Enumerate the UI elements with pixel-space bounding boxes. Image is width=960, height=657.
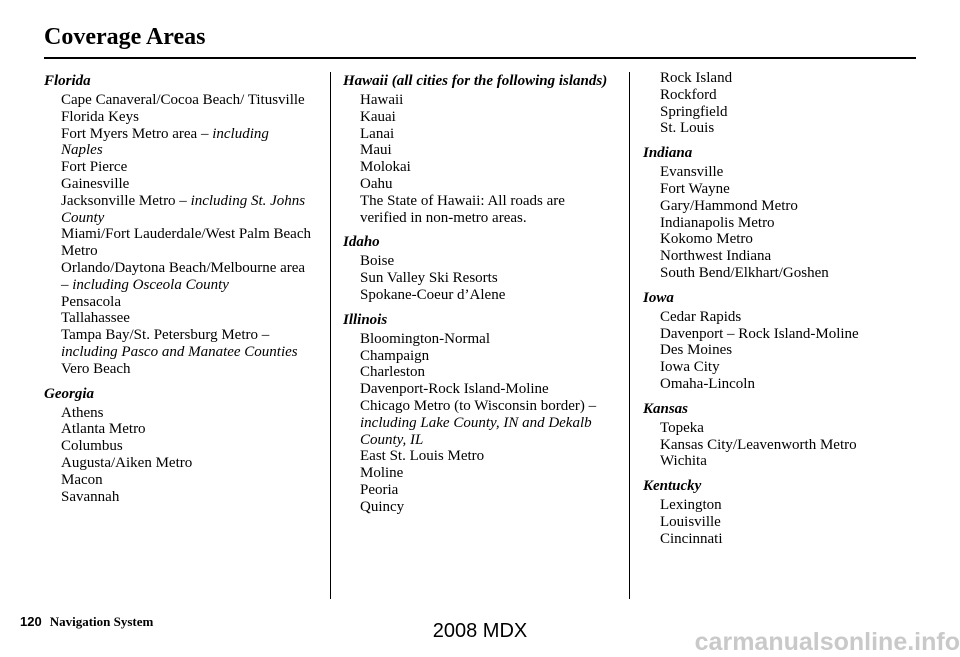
coverage-area-item <box>643 231 913 248</box>
coverage-area-name: South Bend/Elkhart/Goshen <box>660 264 829 281</box>
coverage-area-name: St. Louis <box>660 120 715 137</box>
column-3 <box>643 70 913 553</box>
coverage-area-name: Athens <box>61 404 104 421</box>
state-section <box>343 70 613 226</box>
coverage-area-item <box>643 198 913 215</box>
state-section <box>343 309 613 516</box>
coverage-area-item <box>643 70 913 87</box>
column-2 <box>343 70 613 521</box>
coverage-area-item <box>643 215 913 232</box>
coverage-area-item <box>343 176 613 193</box>
coverage-area-note: – including Lake County, IN and Dekalb County, IL <box>360 397 597 448</box>
state-section <box>44 383 314 506</box>
state-section <box>643 70 913 137</box>
coverage-area-item <box>643 309 913 326</box>
coverage-area-name: Evansville <box>660 164 724 181</box>
coverage-area-item <box>643 420 913 437</box>
coverage-area-item <box>44 361 314 378</box>
state-section <box>643 287 913 393</box>
coverage-area-name: Des Moines <box>660 342 733 359</box>
model-label: 2008 MDX <box>432 620 528 642</box>
coverage-area-item <box>643 342 913 359</box>
column-divider <box>330 72 331 599</box>
coverage-area-item <box>44 92 314 109</box>
state-heading: Iowa <box>643 289 674 306</box>
coverage-area-item <box>343 270 613 287</box>
coverage-list <box>643 164 913 282</box>
coverage-list <box>343 253 613 303</box>
coverage-area-item <box>343 193 613 227</box>
coverage-area-item <box>44 489 314 506</box>
coverage-area-name: Davenport – Rock Island-Moline <box>660 325 859 342</box>
coverage-area-item <box>343 287 613 304</box>
coverage-area-name: Molokai <box>360 159 411 176</box>
coverage-area-item <box>44 260 314 294</box>
coverage-area-item <box>643 120 913 137</box>
coverage-area-name: Omaha-Lincoln <box>660 375 755 392</box>
coverage-area-name: Wichita <box>660 453 707 470</box>
coverage-area-item <box>44 126 314 160</box>
state-heading: Hawaii (all cities for the following islands) <box>343 73 608 89</box>
state-section <box>343 231 613 303</box>
coverage-area-name: Chicago Metro (to Wisconsin border) <box>360 397 589 414</box>
coverage-area-name: Springfield <box>660 103 728 120</box>
state-section <box>643 142 913 282</box>
coverage-area-item <box>643 497 913 514</box>
coverage-area-name: Indianapolis Metro <box>660 214 775 231</box>
coverage-area-item <box>44 438 314 455</box>
coverage-area-item <box>343 499 613 516</box>
coverage-area-name: Savannah <box>61 488 120 505</box>
coverage-area-item <box>44 193 314 227</box>
state-heading: Idaho <box>343 234 380 251</box>
coverage-area-name: Jacksonville Metro – <box>61 192 191 209</box>
coverage-area-name: Boise <box>360 253 395 270</box>
state-heading: Illinois <box>343 311 388 328</box>
coverage-area-item <box>643 531 913 548</box>
state-section <box>44 70 314 378</box>
coverage-area-item <box>343 253 613 270</box>
coverage-area-item <box>643 453 913 470</box>
state-heading: Indiana <box>643 145 693 162</box>
page-title: Coverage Areas <box>44 24 206 50</box>
coverage-area-name: Florida Keys <box>61 108 139 125</box>
coverage-area-name: Rock Island <box>660 70 733 86</box>
coverage-area-name: Tampa Bay/St. Petersburg Metro – <box>61 327 270 344</box>
state-heading: Georgia <box>44 385 94 402</box>
coverage-area-name: East St. Louis Metro <box>360 448 485 465</box>
coverage-area-name: Hawaii <box>360 92 404 108</box>
coverage-area-item <box>44 176 314 193</box>
coverage-area-name: Davenport-Rock Island-Moline <box>360 381 549 398</box>
coverage-area-note: including Osceola County <box>72 276 229 293</box>
coverage-area-name: Kansas City/Leavenworth Metro <box>660 436 857 453</box>
coverage-area-item <box>343 109 613 126</box>
coverage-area-item <box>44 294 314 311</box>
coverage-area-item <box>343 482 613 499</box>
coverage-area-name: Gainesville <box>61 175 130 192</box>
coverage-area-item <box>643 265 913 282</box>
coverage-area-name: Columbus <box>61 438 123 455</box>
coverage-area-item <box>343 159 613 176</box>
coverage-list <box>343 92 613 226</box>
page-number: 120 <box>20 614 42 629</box>
coverage-area-item <box>44 310 314 327</box>
coverage-area-name: Charleston <box>360 364 425 381</box>
coverage-area-item <box>643 181 913 198</box>
coverage-area-item <box>44 455 314 472</box>
coverage-area-note: including St. Johns County <box>61 192 306 226</box>
coverage-area-name: Sun Valley Ski Resorts <box>360 270 498 287</box>
coverage-area-name: Maui <box>360 142 392 159</box>
coverage-list <box>643 420 913 470</box>
coverage-area-name: Lexington <box>660 497 722 514</box>
coverage-area-name: Fort Wayne <box>660 180 730 197</box>
coverage-area-item <box>343 92 613 109</box>
coverage-area-name: Orlando/Daytona Beach/Melbourne area – <box>61 259 306 293</box>
coverage-area-name: Peoria <box>360 481 399 498</box>
coverage-area-item <box>343 398 613 448</box>
coverage-area-name: Kauai <box>360 108 396 125</box>
coverage-area-item <box>643 104 913 121</box>
coverage-list <box>643 70 913 137</box>
coverage-list <box>343 331 613 516</box>
coverage-area-name: The State of Hawaii: All roads are verified in non-metro areas. <box>360 192 565 226</box>
coverage-area-name: Atlanta Metro <box>61 421 146 438</box>
coverage-area-item <box>44 226 314 260</box>
column-divider <box>629 72 630 599</box>
coverage-area-name: Northwest Indiana <box>660 248 772 265</box>
title-rule <box>44 57 916 59</box>
coverage-area-name: Cape Canaveral/Cocoa Beach/ Titusville <box>61 92 305 108</box>
column-1 <box>44 70 314 510</box>
coverage-area-item <box>343 142 613 159</box>
coverage-area-item <box>643 248 913 265</box>
coverage-area-item <box>643 164 913 181</box>
coverage-area-item <box>343 331 613 348</box>
coverage-area-item <box>643 437 913 454</box>
state-heading: Kentucky <box>643 478 702 495</box>
state-section <box>643 475 913 547</box>
coverage-area-name: Oahu <box>360 175 393 192</box>
coverage-area-item <box>643 326 913 343</box>
watermark: carmanualsonline.info <box>694 628 960 656</box>
coverage-area-name: Gary/Hammond Metro <box>660 197 798 214</box>
coverage-area-item <box>643 514 913 531</box>
coverage-area-item <box>44 327 314 361</box>
coverage-area-item <box>343 126 613 143</box>
coverage-area-item <box>643 376 913 393</box>
coverage-area-name: Quincy <box>360 498 405 515</box>
coverage-area-name: Moline <box>360 465 404 482</box>
coverage-area-item <box>44 159 314 176</box>
coverage-area-item <box>643 87 913 104</box>
coverage-area-item <box>343 364 613 381</box>
coverage-area-item <box>643 359 913 376</box>
coverage-area-note: including Naples <box>61 125 269 159</box>
footer-section-label: Navigation System <box>49 614 154 629</box>
coverage-area-name: Rockford <box>660 86 717 103</box>
coverage-area-name: Champaign <box>360 347 430 364</box>
coverage-area-name: Cedar Rapids <box>660 308 742 325</box>
coverage-area-name: Vero Beach <box>61 360 131 377</box>
coverage-area-name: Fort Pierce <box>61 159 128 176</box>
coverage-area-note: including Pasco and Manatee Counties <box>61 343 298 360</box>
coverage-list <box>643 309 913 393</box>
coverage-area-name: Tallahassee <box>61 310 130 327</box>
coverage-area-item <box>44 405 314 422</box>
coverage-area-name: Lanai <box>360 125 395 142</box>
coverage-list <box>643 497 913 547</box>
state-heading: Kansas <box>643 400 689 417</box>
state-section <box>643 398 913 470</box>
coverage-area-name: Spokane-Coeur d’Alene <box>360 286 506 303</box>
coverage-area-name: Miami/Fort Lauderdale/West Palm Beach Metro <box>61 226 311 260</box>
coverage-area-name: Topeka <box>660 419 704 436</box>
coverage-area-name: Pensacola <box>61 293 121 310</box>
coverage-area-name: Fort Myers Metro area – <box>61 125 213 142</box>
state-heading: Florida <box>44 73 91 89</box>
coverage-area-name: Kokomo Metro <box>660 231 753 248</box>
coverage-area-item <box>343 448 613 465</box>
coverage-area-name: Augusta/Aiken Metro <box>61 454 193 471</box>
coverage-area-name: Bloomington-Normal <box>360 330 490 347</box>
coverage-area-item <box>343 381 613 398</box>
coverage-area-item <box>44 472 314 489</box>
coverage-list <box>44 405 314 506</box>
coverage-area-name: Macon <box>61 471 103 488</box>
coverage-area-name: Iowa City <box>660 359 720 376</box>
coverage-list <box>44 92 314 378</box>
coverage-area-name: Louisville <box>660 513 721 530</box>
coverage-area-item <box>343 465 613 482</box>
coverage-area-item <box>44 421 314 438</box>
coverage-area-item <box>343 348 613 365</box>
coverage-area-name: Cincinnati <box>660 530 723 547</box>
coverage-area-item <box>44 109 314 126</box>
